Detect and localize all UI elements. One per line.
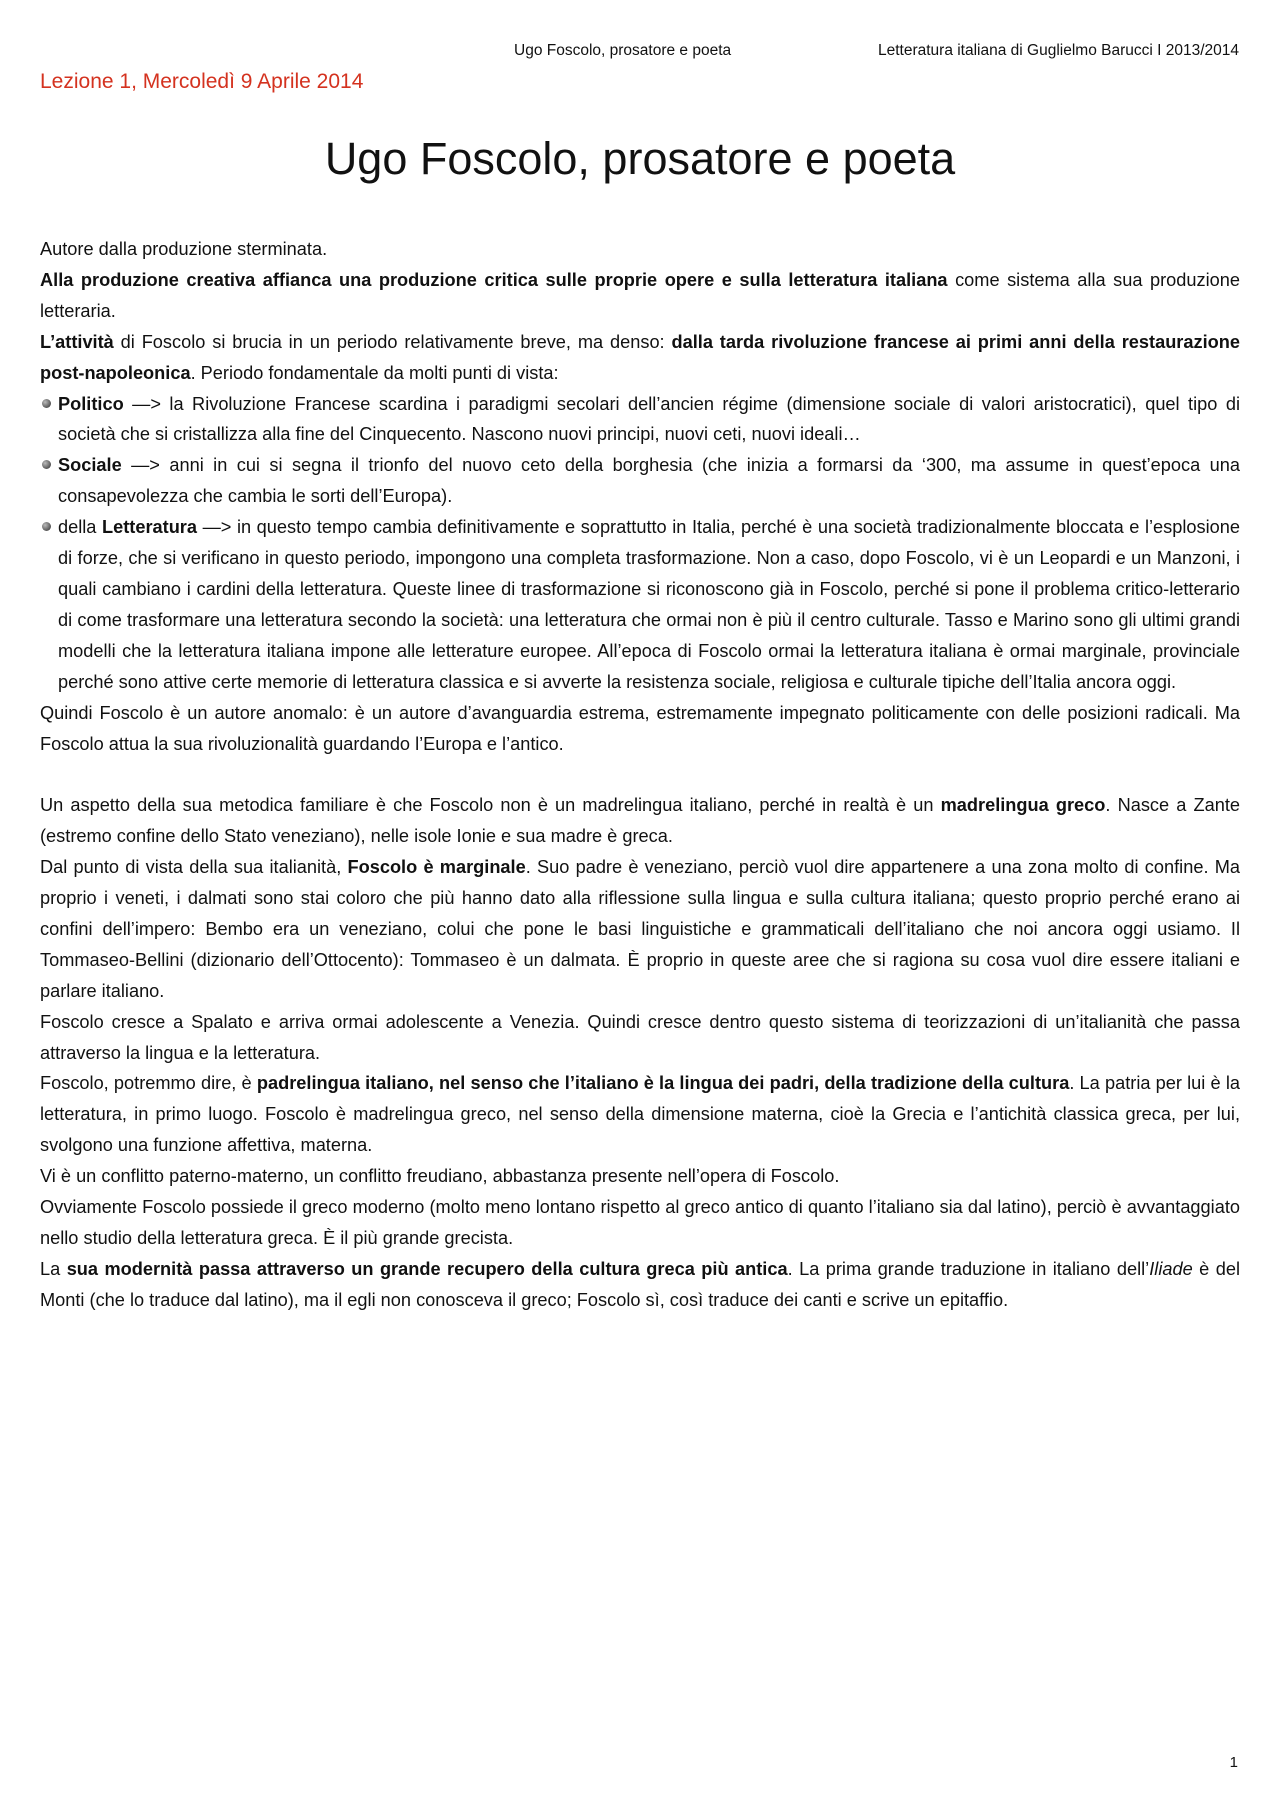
paragraph-intro: Autore dalla produzione sterminata. xyxy=(40,239,328,259)
text: è del Monti (che lo traduce dal latino), ma il egli non conosceva il greco; Foscolo sì, così traduce dei canti e scrive un epitaffio. xyxy=(40,1258,1240,1310)
bold-text: dalla tarda rivoluzione francese ai primi anni della restaurazione post-napoleonica xyxy=(40,331,1240,383)
text: . Periodo fondamentale da molti punti di vista: xyxy=(190,362,559,383)
text: Un aspetto della sua metodica familiare è che Foscolo non è un madrelingua italiano, perché in realtà è un xyxy=(40,795,941,816)
bold-text: Alla produzione creativa affianca una produzione critica sulle proprie opere e sulla letteratura italiana xyxy=(40,269,948,290)
paragraph-conflict: Vi è un conflitto paterno-materno, un conflitto freudiano, abbastanza presente nell’opera di Foscolo. xyxy=(40,1166,840,1187)
text: Dal punto di vista della sua italianità, xyxy=(40,857,348,878)
bold-text: Sociale xyxy=(58,455,122,476)
list-item-sociale xyxy=(40,450,1240,512)
text: . Suo padre è veneziano, perciò vuol dire appartenere a una zona molto di confine. Ma proprio i veneti, i dalmati sono stai coloro che più hanno dato alla riflessione sulla lingua e sulla cultura italiana; questo proprio perché erano ai confini dell’impero: Bembo era un veneziano, colui che pone le basi linguistiche e grammaticali dell’italiano che noi ancora oggi usiamo. Il Tommaseo-Bellini (dizionario dell’Ottocento): Tommaseo è un dalmata. È proprio in queste aree che si ragiona su cosa vuol dire essere italiani e parlare italiano. xyxy=(40,857,1240,1001)
lesson-date: Lezione 1, Mercoledì 9 Aprile 2014 xyxy=(40,70,364,93)
list-item-letteratura xyxy=(40,512,1240,697)
paragraph-modern-greek: Ovviamente Foscolo possiede il greco moderno (molto meno lontano rispetto al greco antico di quanto l’italiano sia dal latino), perciò è avvantaggiato nello studio della letteratura greca. È il più grande grecista. xyxy=(40,1197,1240,1248)
page-title: Ugo Foscolo, prosatore e poeta xyxy=(324,133,956,184)
text: —> la Rivoluzione Francese scardina i paradigmi secolari dell’ancien régime (dimensione sociale di valori aristocratici), quel tipo di società che si cristallizza alla fine del Cinquecento. Nascono nuovi principi, nuovi ceti, nuovi ideali… xyxy=(58,393,1240,445)
bold-text: Letteratura xyxy=(102,517,198,538)
bullet-icon xyxy=(42,460,51,469)
bold-text: Politico xyxy=(58,393,124,414)
bold-text: Foscolo è marginale xyxy=(347,857,526,878)
paragraph-greek-mother-tongue xyxy=(40,790,1240,852)
bold-text: madrelingua greco xyxy=(940,795,1106,816)
text: Foscolo, potremmo dire, è xyxy=(40,1073,257,1094)
paragraph-activity-period xyxy=(40,327,1240,389)
text: —> in questo tempo cambia definitivamente e soprattutto in Italia, perché è una società tradizionalmente bloccata e l’esplosione di forze, che si verificano in questo periodo, impongono una completa trasformazione. Non a caso, dopo Foscolo, vi è un Leopardi e un Manzoni, i quali cambiano i cardini della letteratura. Queste linee di trasformazione si riconoscono già in Foscolo, perché si pone il problema critico-letterario di come trasformare una letteratura secondo la società: una letteratura che ormai non è più il centro culturale. Tasso e Marino sono gli ultimi grandi modelli che la letteratura italiana impone alle letterature europee. All’epoca di Foscolo ormai la letteratura italiana è ormai marginale, provinciale perché sono attive certe memorie di letteratura classica e si avverte la resistenza sociale, religiosa e culturale tipiche dell’Italia ancora oggi. xyxy=(58,517,1240,692)
bold-text: sua modernità passa attraverso un grande recupero della cultura greca più antica xyxy=(66,1258,788,1279)
bullet-list xyxy=(40,389,1240,698)
bullet-icon xyxy=(42,399,51,408)
document-body xyxy=(40,234,1240,1316)
bold-text: L’attività xyxy=(40,331,114,352)
paragraph-father-language xyxy=(40,1068,1240,1161)
header-course-info: Letteratura italiana di Guglielmo Barucci I 2013/2014 xyxy=(877,42,1239,59)
text: . La patria per lui è la letteratura, in primo luogo. Foscolo è madrelingua greco, nel senso della dimensione materna, cioè la Grecia e l’antichità classica greca, per lui, svolgono una funzione affettiva, materna. xyxy=(40,1073,1240,1156)
page-number: 1 xyxy=(1229,1754,1238,1771)
italic-text: Iliade xyxy=(1149,1258,1193,1279)
text: di Foscolo si brucia in un periodo relativamente breve, ma denso: xyxy=(113,331,672,352)
text: della xyxy=(58,517,102,538)
bold-text: padrelingua italiano, nel senso che l’italiano è la lingua dei padri, della tradizione della cultura xyxy=(256,1073,1070,1094)
list-item-politico xyxy=(40,389,1240,451)
paragraph-spalato-venezia: Foscolo cresce a Spalato e arriva ormai adolescente a Venezia. Quindi cresce dentro questo sistema di teorizzazioni di un’italianità che passa attraverso la lingua e la letteratura. xyxy=(40,1011,1240,1063)
text: La xyxy=(40,1258,67,1279)
paragraph-critical-production xyxy=(40,265,1240,327)
paragraph-modernity xyxy=(40,1254,1240,1316)
paragraph-italianity xyxy=(40,852,1240,1007)
bullet-icon xyxy=(42,522,51,531)
text: come sistema alla sua produzione letteraria. xyxy=(40,269,1240,321)
header-doc-title: Ugo Foscolo, prosatore e poeta xyxy=(514,42,732,59)
text: . La prima grande traduzione in italiano dell’ xyxy=(787,1258,1150,1279)
text: . Nasce a Zante (estremo confine dello Stato veneziano), nelle isole Ionie e sua madre è greca. xyxy=(40,795,1240,847)
paragraph-spacer xyxy=(40,759,1240,790)
text: —> anni in cui si segna il trionfo del nuovo ceto della borghesia (che inizia a formarsi da ‘300, ma assume in quest’epoca una consapevolezza che cambia le sorti dell’Europa). xyxy=(58,455,1240,507)
paragraph-anomalous-author: Quindi Foscolo è un autore anomalo: è un autore d’avanguardia estrema, estremamente impegnato politicamente con delle posizioni radicali. Ma Foscolo attua la sua rivoluzionalità guardando l’Europa e l’antico. xyxy=(40,702,1240,754)
